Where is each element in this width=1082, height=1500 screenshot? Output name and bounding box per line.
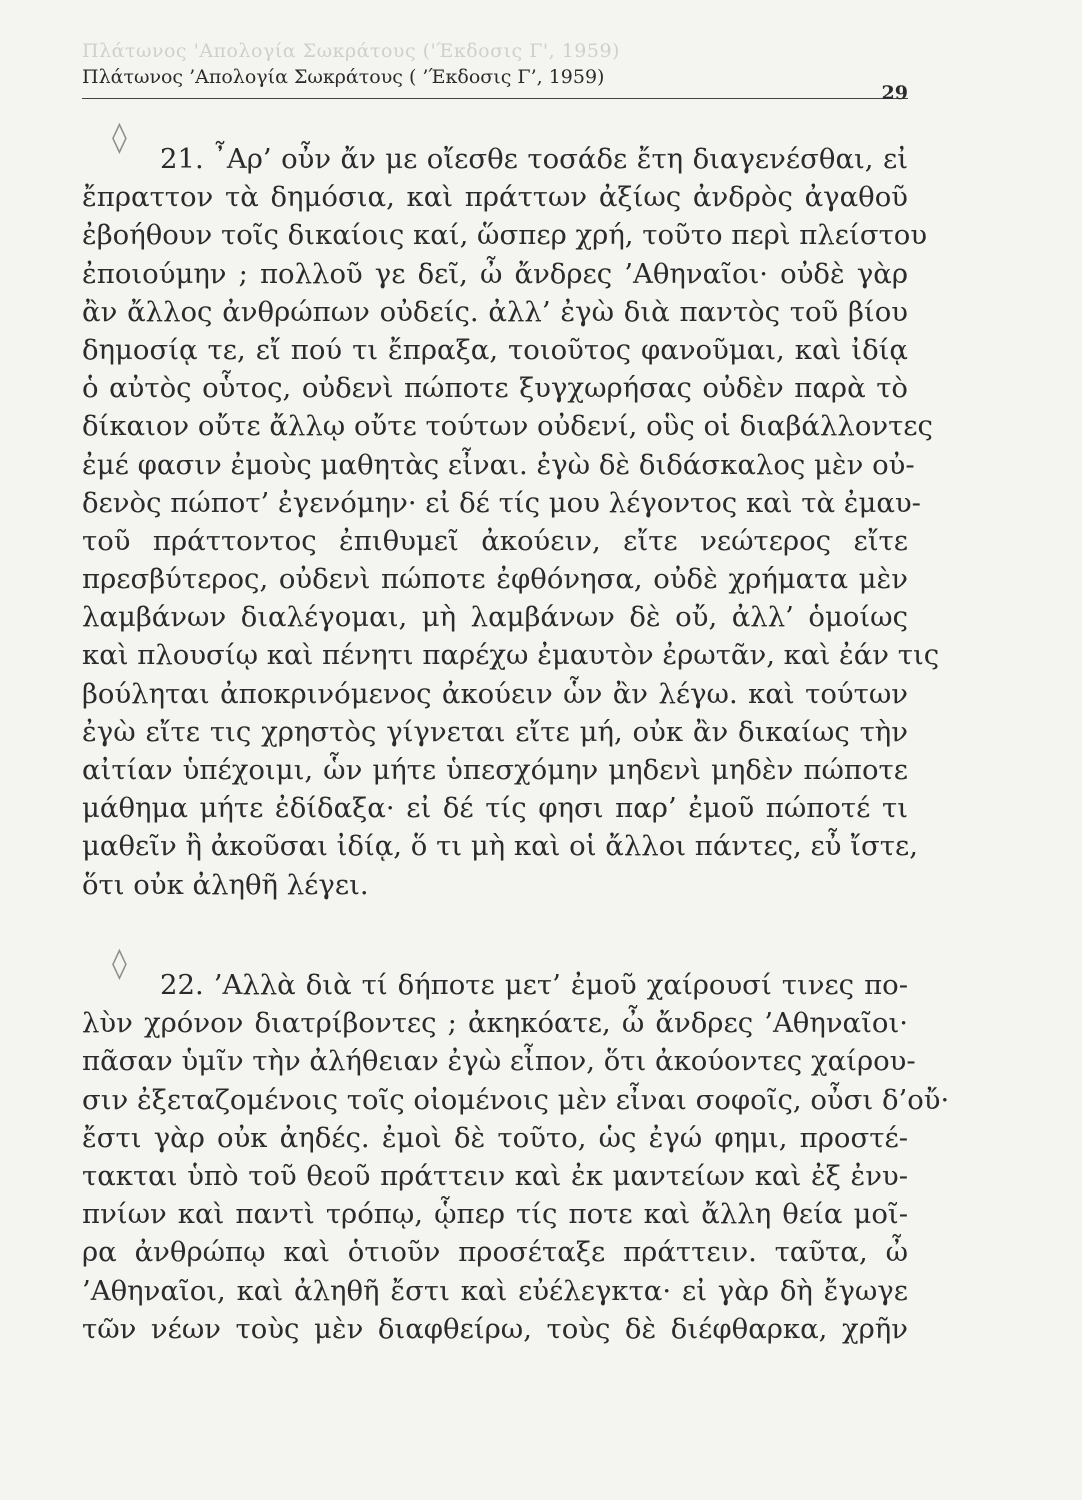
text-line: πνίων καὶ παντὶ τρόπῳ, ᾧπερ τίς ποτε καὶ ἄλλη θεία μοῖ- bbox=[82, 1198, 908, 1231]
text-line: ὅτι οὐκ ἀληθῆ λέγει. bbox=[82, 868, 369, 901]
text-line: δίκαιον οὔτε ἄλλῳ οὔτε τούτων οὐδενί, οὓς οἱ διαβάλλοντες bbox=[82, 410, 933, 443]
text-line: τῶν νέων τοὺς μὲν διαφθείρω, τοὺς δὲ διέφθαρκα, χρῆν bbox=[82, 1312, 908, 1345]
text-line: ρα ἀνθρώπῳ καὶ ὁτιοῦν προσέταξε πράττειν. ταῦτα, ὦ bbox=[82, 1236, 908, 1269]
text-line: καὶ πλουσίῳ καὶ πένητι παρέχω ἐμαυτὸν ἐρωτᾶν, καὶ ἐάν τις bbox=[82, 639, 940, 672]
text-line: 21. ῏Αρ’ οὖν ἄν με οἴεσθε τοσάδε ἔτη διαγενέσθαι, εἰ bbox=[160, 143, 908, 175]
text-line: ἂν ἄλλος ἀνθρώπων οὐδείς. ἀλλ’ ἐγὼ διὰ παντὸς τοῦ βίου bbox=[82, 295, 908, 328]
text-line: μάθημα μήτε ἐδίδαξα· εἰ δέ τίς φησι παρ’ ἐμοῦ πώποτέ τι bbox=[82, 792, 908, 825]
text-line: ἔπραττον τὰ δημόσια, καὶ πράττων ἀξίως ἀνδρὸς ἀγαθοῦ bbox=[82, 181, 908, 214]
text-line: πρεσβύτερος, οὐδενὶ πώποτε ἐφθόνησα, οὐδὲ χρήματα μὲν bbox=[82, 563, 908, 596]
text-line: αἰτίαν ὑπέχοιμι, ὧν μήτε ὑπεσχόμην μηδενὶ μηδὲν πώποτε bbox=[82, 754, 908, 786]
text-line: ἐγὼ εἴτε τις χρηστὸς γίγνεται εἴτε μή, οὐκ ἂν δικαίως τὴν bbox=[82, 715, 908, 748]
paragraph-22 bbox=[82, 966, 950, 1348]
margin-pencil-mark: ◊ bbox=[112, 120, 127, 155]
text-line: ἔστι γὰρ οὐκ ἀηδές. ἐμοὶ δὲ τοῦτο, ὡς ἐγώ φημι, προστέ- bbox=[82, 1121, 908, 1154]
paragraph-21 bbox=[82, 140, 940, 904]
text-line: 22. ’Αλλὰ διὰ τί δήποτε μετ’ ἐμοῦ χαίρουσί τινες πο- bbox=[160, 969, 908, 1001]
text-line: πᾶσαν ὑμῖν τὴν ἀλήθειαν ἐγὼ εἶπον, ὅτι ἀκούοντες χαίρου- bbox=[82, 1045, 916, 1078]
running-title: Πλάτωνος ’Απολογία Σωκράτους ( ’Έκδοσις Γ’, 1959) bbox=[82, 66, 605, 88]
text-line: ὁ αὐτὸς οὗτος, οὐδενὶ πώποτε ξυγχωρήσας οὐδὲν παρὰ τὸ bbox=[82, 372, 908, 405]
text-line: δημοσίᾳ τε, εἴ πού τι ἔπραξα, τοιοῦτος φανοῦμαι, καὶ ἰδίᾳ bbox=[82, 333, 908, 366]
text-line: ’Αθηναῖοι, καὶ ἀληθῆ ἔστι καὶ εὐέλεγκτα· εἰ γὰρ δὴ ἔγωγε bbox=[82, 1274, 908, 1307]
text-line: ἐβοήθουν τοῖς δικαίοις καί, ὥσπερ χρή, τοῦτο περὶ πλείστου bbox=[82, 219, 928, 252]
text-line: τοῦ πράττοντος ἐπιθυμεῖ ἀκούειν, εἴτε νεώτερος εἴτε bbox=[82, 524, 908, 557]
text-line: ἐμέ φασιν ἐμοὺς μαθητὰς εἶναι. ἐγὼ δὲ διδάσκαλος μὲν οὐ- bbox=[82, 448, 915, 481]
text-line: δενὸς πώποτ’ ἐγενόμην· εἰ δέ τίς μου λέγοντος καὶ τὰ ἐμαυ- bbox=[82, 486, 921, 519]
text-line: τακται ὑπὸ τοῦ θεοῦ πράττειν καὶ ἐκ μαντείων καὶ ἐξ ἐνυ- bbox=[82, 1159, 908, 1192]
text-line: ἐποιούμην ; πολλοῦ γε δεῖ, ὦ ἄνδρες ’Αθηναῖοι· οὐδὲ γὰρ bbox=[82, 257, 908, 290]
page-number: 29 bbox=[881, 82, 908, 104]
bleed-through-header: Πλάτωνος 'Απολογία Σωκράτους ('Έκδοσις Γ', 1959) bbox=[82, 40, 620, 62]
text-line: λαμβάνων διαλέγομαι, μὴ λαμβάνων δὲ οὔ, ἀλλ’ ὁμοίως bbox=[82, 601, 908, 634]
text-line: μαθεῖν ἢ ἀκοῦσαι ἰδίᾳ, ὅ τι μὴ καὶ οἱ ἄλλοι πάντες, εὖ ἴστε, bbox=[82, 830, 918, 863]
text-line: λὺν χρόνον διατρίβοντες ; ἀκηκόατε, ὦ ἄνδρες ’Αθηναῖοι· bbox=[82, 1007, 908, 1040]
running-header bbox=[82, 62, 908, 104]
margin-pencil-mark: ◊ bbox=[112, 946, 127, 981]
text-line: βούληται ἀποκρινόμενος ἀκούειν ὧν ἂν λέγω. καὶ τούτων bbox=[82, 677, 908, 710]
text-line: σιν ἐξεταζομένοις τοῖς οἰομένοις μὲν εἶναι σοφοῖς, οὖσι δ’οὔ· bbox=[82, 1083, 950, 1116]
